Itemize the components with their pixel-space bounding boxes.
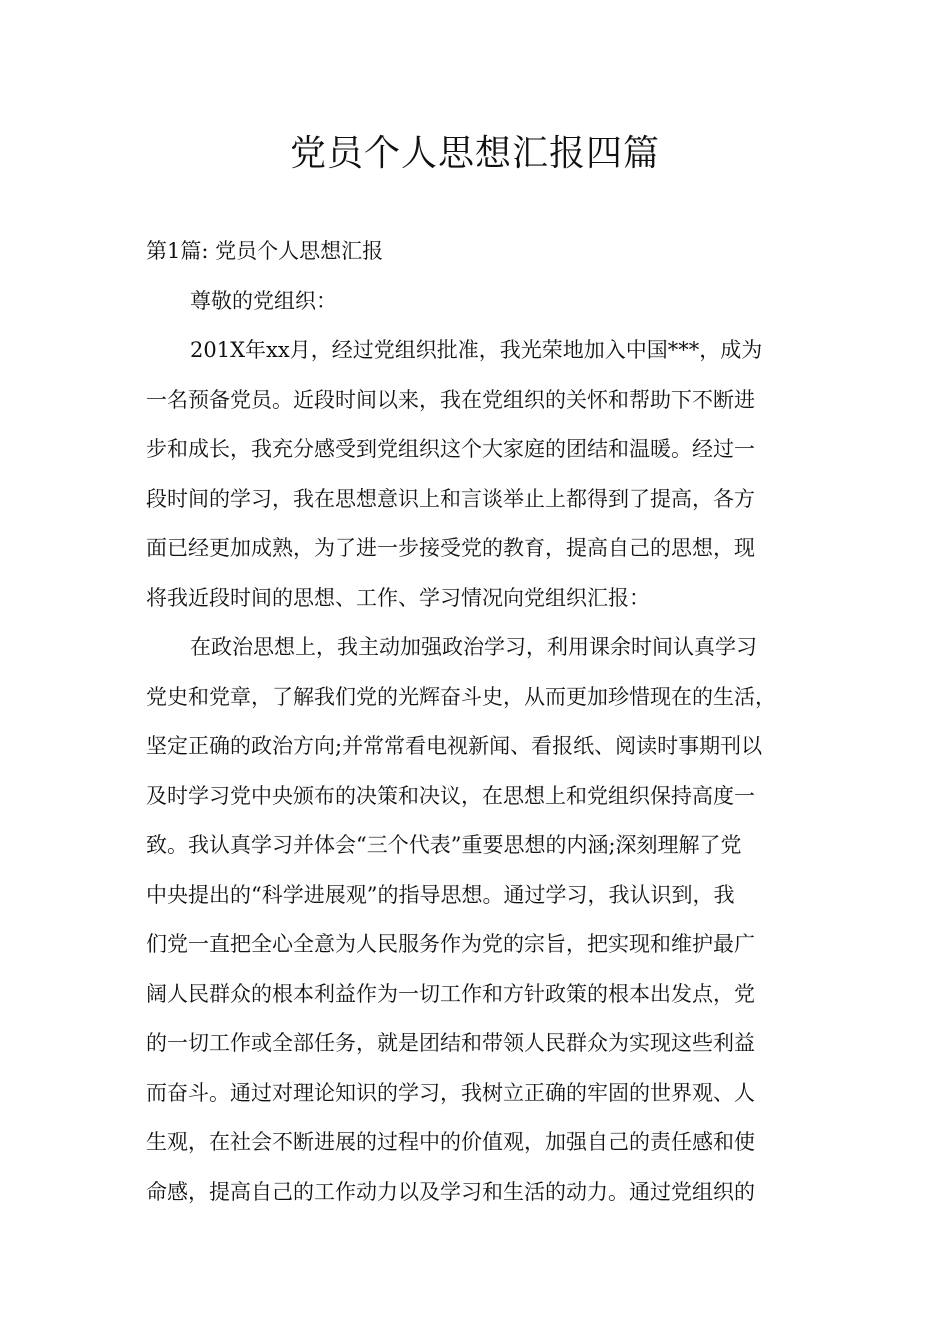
text-line: 段时间的学习，我在思想意识上和言谈举止上都得到了提高，各方 (146, 486, 755, 511)
text-line: 一名预备党员。近段时间以来，我在党组织的关怀和帮助下不断进 (146, 387, 755, 412)
text-line: 中央提出的“科学进展观”的指导思想。通过学习，我认识到，我 (146, 882, 735, 907)
text-line: 尊敬的党组织： (190, 288, 337, 313)
document-body (146, 227, 818, 1217)
text-line: 及时学习党中央颁布的决策和决议，在思想上和党组织保持高度一 (146, 783, 755, 808)
text-line: 的一切工作或全部任务，就是团结和带领人民群众为实现这些利益 (146, 1031, 755, 1055)
text-line: 生观，在社会不断进展的过程中的价值观，加强自己的责任感和使 (146, 1130, 755, 1154)
text-line: 致。我认真学习并体会“三个代表”重要思想的内涵;深刻理解了党 (146, 833, 742, 857)
document-title: 党员个人思想汇报四篇 (289, 133, 660, 174)
text-line: 第1篇: 党员个人思想汇报 (146, 239, 384, 263)
text-line: 在政治思想上，我主动加强政治学习，利用课余时间认真学习 (190, 635, 757, 659)
text-line: 们党一直把全心全意为人民服务作为党的宗旨，把实现和维护最广 (146, 932, 755, 956)
text-line: 阔人民群众的根本利益作为一切工作和方针政策的根本出发点，党 (146, 981, 755, 1006)
text-line: 步和成长，我充分感受到党组织这个大家庭的团结和温暖。经过一 (146, 437, 755, 461)
text-line: 命感，提高自己的工作动力以及学习和生活的动力。通过党组织的 (146, 1179, 755, 1204)
text-line: 将我近段时间的思想、工作、学习情况向党组织汇报： (146, 585, 650, 610)
text-line: 坚定正确的政治方向;并常常看电视新闻、看报纸、阅读时事期刊以 (146, 734, 763, 758)
text-line: 而奋斗。通过对理论知识的学习，我树立正确的牢固的世界观、人 (146, 1080, 755, 1105)
text-line: 党史和党章，了解我们党的光辉奋斗史，从而更加珍惜现在的生活， (146, 684, 776, 709)
text-line: 面已经更加成熟，为了进一步接受党的教育，提高自己的思想，现 (146, 536, 755, 560)
text-line: 201X年xx月，经过党组织批准，我光荣地加入中国***，成为 (190, 338, 763, 362)
